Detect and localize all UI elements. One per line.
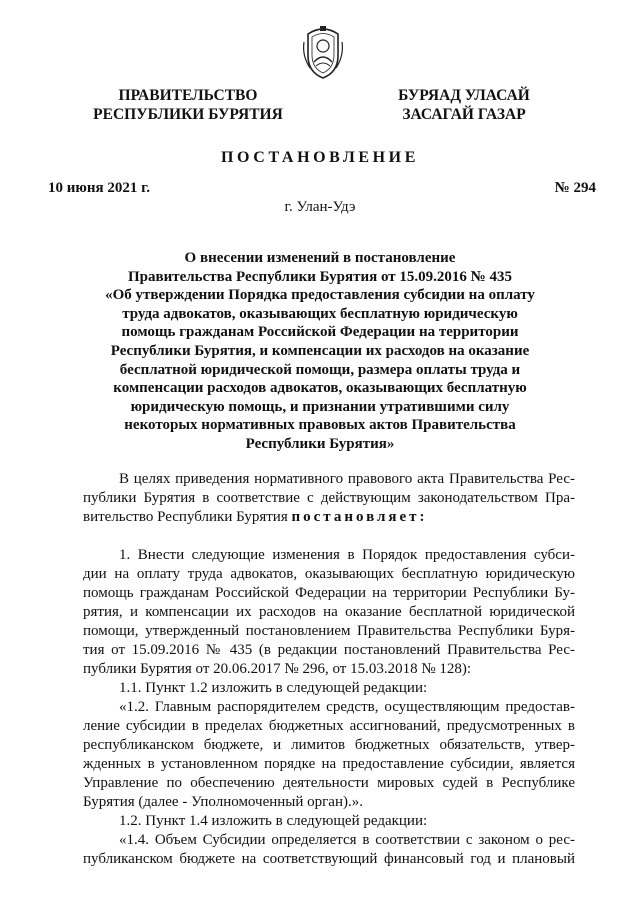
title-line: бесплатной юридической помощи, размера оплаты труда и: [119, 361, 521, 378]
document-city: г. Улан-Удэ: [284, 199, 356, 215]
item-1-1: 1.1. Пункт 1.2 изложить в следующей редакции:: [119, 680, 428, 696]
title-line: некоторых нормативных правовых актов Правительства: [124, 417, 516, 434]
title-line: юридическую помощь, и признании утратившими силу: [130, 398, 510, 415]
document-title: [60, 249, 580, 454]
document-number: № 294: [554, 180, 596, 196]
title-line: «Об утверждении Порядка предоставления субсидии на оплату: [105, 287, 535, 304]
preamble: В целях приведения нормативного правового акта Правительства Рес- публики Бурятия в соответствие с действующим законодательством Пра- вительство Республики Бурятия постановляет:: [83, 471, 575, 525]
government-name-russian: ПРАВИТЕЛЬСТВО РЕСПУБЛИКИ БУРЯТИЯ: [93, 87, 283, 123]
title-line: компенсации расходов адвокатов, оказывающих бесплатную: [113, 380, 527, 397]
title-line: помощь гражданам Российской Федерации на территории: [121, 324, 519, 341]
document-date: 10 июня 2021 г.: [48, 180, 150, 196]
title-line: Республики Бурятия, и компенсации их расходов на оказание: [110, 342, 530, 359]
title-line: Республики Бурятия»: [245, 435, 395, 452]
title-line: Правительства Республики Бурятия от 15.09.2016 № 435: [127, 268, 512, 285]
coat-of-arms-icon: [300, 22, 346, 80]
document-type: ПОСТАНОВЛЕНИЕ: [221, 149, 419, 166]
title-line: труда адвокатов, оказывающих бесплатную юридическую: [122, 305, 518, 322]
government-name-buryat: БУРЯАД УЛАСАЙ ЗАСАГАЙ ГАЗАР: [398, 87, 530, 123]
paragraph-1: 1. Внести следующие изменения в Порядок предоставления субси- дии на оплату труда адвокатов, оказывающих бесплатную юридическую помощь гражданам Российской Федерации на территории Республики Бу- рятия, и компенсации их расходов на оказание бесплатной юридической помощи, утвержденный постановлением Правительства Республики Буря- тия от 15.09.2016 № 435 (в редакции постановлений Правительства Рес- публики Бурятия от 20.06.2017 № 296, от 15.03.2018 № 128): 1.1. Пункт 1.2 изложить в следующей редакции: «1.2. Главным распорядителем средств, осуществляющим предостав- ление субсидии в пределах бюджетных ассигнований, предусмотренных в республиканском бюджете, и лимитов бюджетных обязательств, утвер- жденных в установленном порядке на предоставление субсидии, является Управление по обеспечению деятельности мировых судей в Республике Бурятия (далее - Уполномоченный орган).». 1.2. Пункт 1.4 изложить в следующей редакции: «1.4. Объем Субсидии определяется в соответствии с законом о рес- публиканском бюджете на соответствующий финансовый год и плановый: [83, 547, 575, 867]
decree-word: постановляет:: [291, 509, 428, 525]
title-line: О внесении изменений в постановление: [184, 250, 456, 266]
item-1-2: 1.2. Пункт 1.4 изложить в следующей редакции:: [119, 813, 428, 829]
